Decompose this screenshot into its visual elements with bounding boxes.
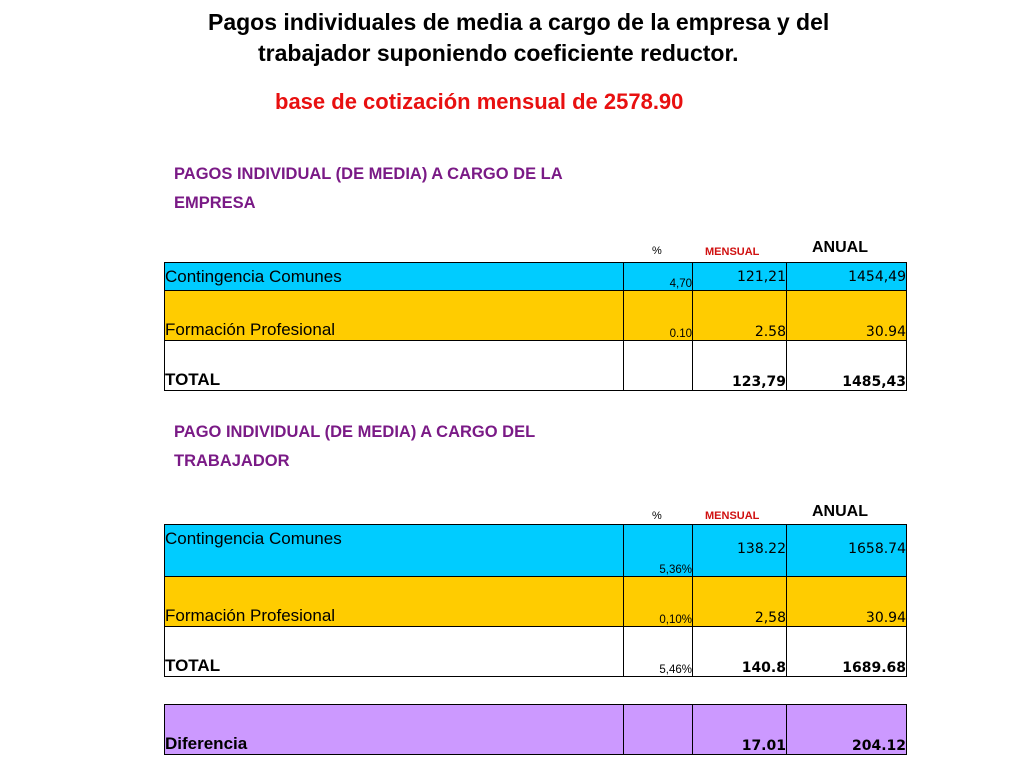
row-mensual: 138.22	[693, 525, 787, 577]
table-row	[165, 577, 907, 627]
diferencia-mensual: 17.01	[693, 705, 787, 755]
table-row	[165, 263, 907, 291]
trabajador-heading: PAGO INDIVIDUAL (DE MEDIA) A CARGO DEL TRABAJADOR	[174, 423, 535, 470]
row-anual: 30.94	[787, 577, 907, 627]
table-row	[165, 705, 907, 755]
diferencia-label: Diferencia	[165, 705, 624, 755]
table-row	[165, 525, 907, 577]
row-mensual: 2.58	[693, 291, 787, 341]
row-label: Formación Profesional	[165, 291, 624, 341]
row-label: Formación Profesional	[165, 577, 624, 627]
row-mensual: 140.8	[693, 627, 787, 677]
row-label: Contingencia Comunes	[165, 263, 624, 291]
trabajador-anual-header: ANUAL	[812, 503, 868, 520]
row-pct: 0,10%	[624, 577, 693, 627]
row-mensual: 121,21	[693, 263, 787, 291]
empresa-pct-header: %	[652, 245, 662, 257]
row-label: Contingencia Comunes	[165, 525, 624, 577]
row-pct: 5,36%	[624, 525, 693, 577]
diferencia-pct	[624, 705, 693, 755]
empresa-mensual-header: MENSUAL	[705, 246, 760, 258]
diferencia-table	[164, 704, 907, 755]
row-mensual: 123,79	[693, 341, 787, 391]
table-row	[165, 627, 907, 677]
title-line-1: Pagos individuales de media a cargo de la empresa y del	[208, 9, 830, 35]
row-pct: 5,46%	[624, 627, 693, 677]
row-pct	[624, 341, 693, 391]
row-anual: 1454,49	[787, 263, 907, 291]
empresa-table	[164, 262, 907, 391]
title-line-2: trabajador suponiendo coeficiente reductor.	[258, 40, 739, 66]
row-label: TOTAL	[165, 627, 624, 677]
empresa-anual-header: ANUAL	[812, 239, 868, 256]
empresa-heading: PAGOS INDIVIDUAL (DE MEDIA) A CARGO DE LA EMPRESA	[174, 165, 563, 212]
row-anual: 1689.68	[787, 627, 907, 677]
row-anual: 30.94	[787, 291, 907, 341]
trabajador-mensual-header: MENSUAL	[705, 510, 760, 522]
table-row	[165, 291, 907, 341]
row-pct: 4,70	[624, 263, 693, 291]
trabajador-pct-header: %	[652, 510, 662, 522]
row-anual: 1485,43	[787, 341, 907, 391]
table-row	[165, 341, 907, 391]
row-anual: 1658.74	[787, 525, 907, 577]
trabajador-table	[164, 524, 907, 677]
subtitle: base de cotización mensual de 2578.90	[275, 89, 684, 114]
row-mensual: 2,58	[693, 577, 787, 627]
row-pct: 0.10	[624, 291, 693, 341]
row-label: TOTAL	[165, 341, 624, 391]
diferencia-anual: 204.12	[787, 705, 907, 755]
